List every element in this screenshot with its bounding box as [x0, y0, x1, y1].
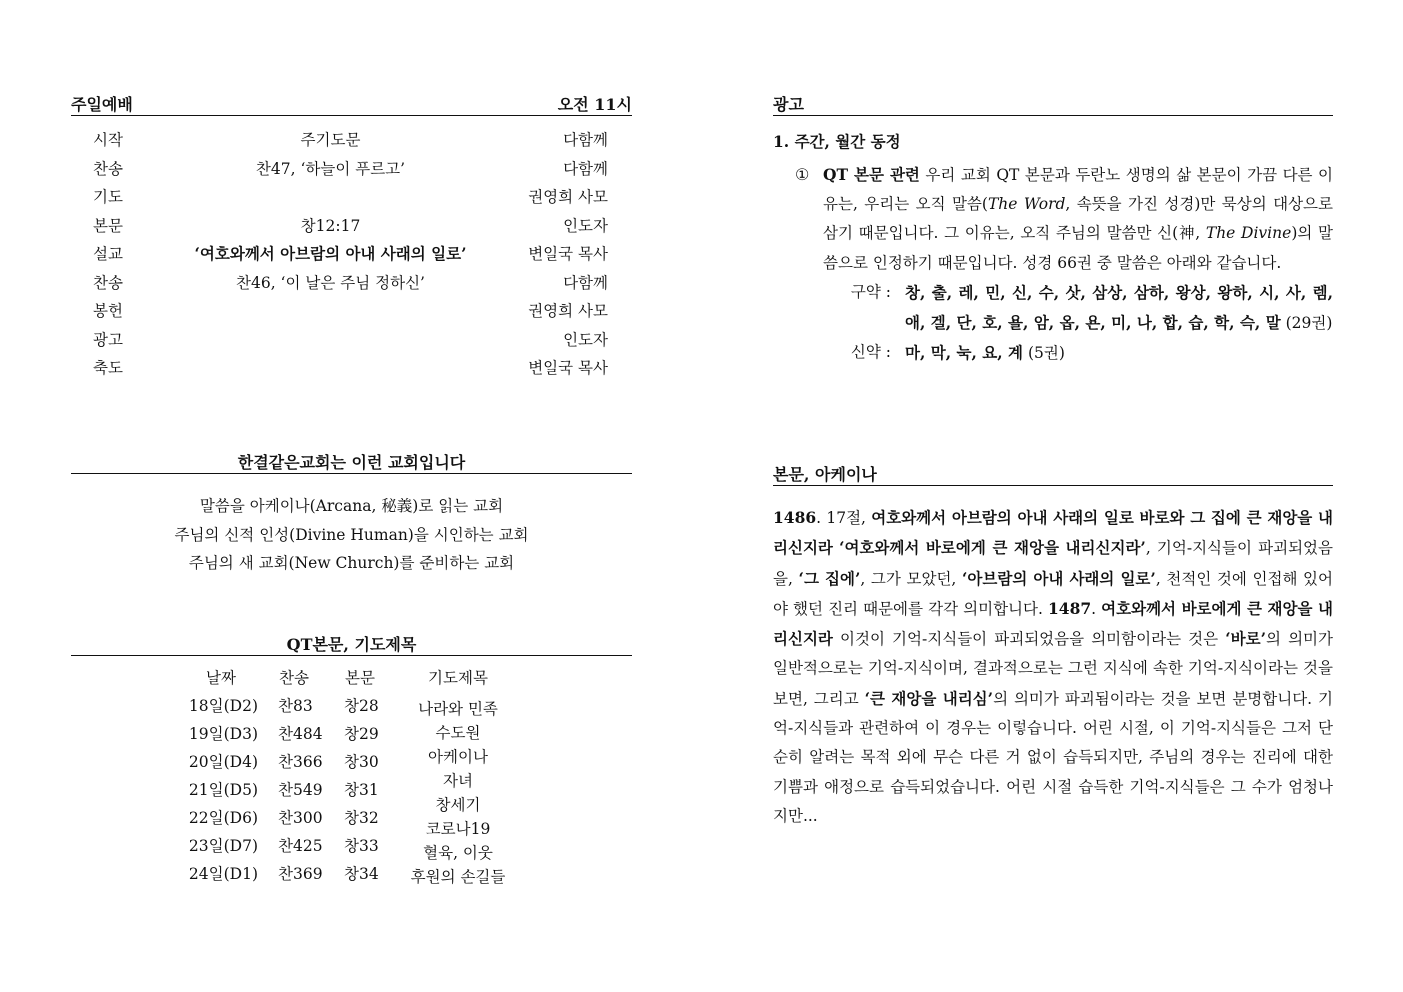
old-testament-list — [905, 278, 1333, 338]
order-item: 기도 — [93, 188, 123, 206]
qt-prayer-cell: 나라와 민족 — [418, 700, 498, 718]
ads-item-text — [823, 160, 1333, 278]
qt-date-cell: 18일(D2) — [188, 697, 258, 715]
quoted-phrase: ‘큰 재앙을 내리심’ — [864, 688, 994, 708]
order-content: 찬46, ‘이 날은 주님 정하신’ — [236, 273, 425, 292]
ads-item-divine: The Divine — [1205, 224, 1292, 243]
qt-text-cell: 창30 — [344, 753, 379, 771]
qt-text-cell: 창33 — [344, 837, 379, 855]
identity-line: 말씀을 아케이나(Arcana, 秘義)로 읽는 교회 — [199, 497, 504, 515]
qt-prayer-cell: 후원의 손길들 — [410, 868, 506, 886]
service-time: 오전 11시 — [557, 95, 632, 114]
order-content: 창12:17 — [300, 216, 361, 235]
text-span: , 기억-지식들이 파괴되었음을, — [773, 539, 1333, 588]
qt-text-cell: 창34 — [344, 865, 379, 883]
qt-hymn-cell: 찬369 — [278, 865, 323, 883]
quoted-phrase: ‘바로’ — [1225, 629, 1266, 649]
qt-date-cell: 20일(D4) — [188, 753, 258, 771]
ads-title: 광고 — [773, 95, 804, 114]
text-span: 이것이 기억-지식들이 파괴되었음을 의미함이라는 것은 — [832, 630, 1226, 649]
new-testament-label: 신약 : — [850, 343, 891, 362]
order-leader: 권영희 사모 — [528, 302, 608, 320]
left-column — [71, 92, 632, 886]
identity-line: 주님의 새 교회(New Church)를 준비하는 교회 — [188, 554, 515, 572]
order-row — [71, 212, 632, 241]
paragraph-number: 1487 — [1048, 598, 1092, 618]
qt-text-cell: 창28 — [344, 697, 379, 715]
church-identity-section — [71, 450, 632, 578]
qt-header-cell: 날짜 — [206, 669, 236, 687]
service-order — [71, 126, 632, 383]
qt-prayer-cell: 아케이나 — [428, 748, 488, 766]
arcana-text — [773, 503, 1333, 831]
service-header — [71, 92, 632, 116]
qt-prayer-cell: 창세기 — [435, 796, 481, 814]
identity-header — [71, 450, 632, 474]
arcana-title: 본문, 아케이나 — [773, 465, 877, 484]
verse-text: 여호와께서 아브람의 아내 사래의 일로 바로와 그 집에 큰 재앙을 내리신지라 — [773, 508, 1333, 558]
qt-table — [71, 664, 632, 904]
order-content: 주기도문 — [300, 131, 361, 149]
order-leader: 다함께 — [563, 131, 608, 149]
service-title: 주일예배 — [71, 95, 133, 114]
qt-hymn-cell: 찬300 — [278, 809, 323, 827]
text-span: , 천적인 것에 인접해 있어야 했던 진리 때문에를 각각 의미합니다. — [773, 569, 1334, 618]
order-row — [71, 126, 632, 155]
qt-date-cell: 22일(D6) — [188, 809, 258, 827]
new-testament-row — [773, 338, 1333, 368]
qt-date-cell: 24일(D1) — [188, 865, 258, 883]
old-testament-row — [773, 278, 1333, 338]
order-row — [71, 297, 632, 326]
old-testament-books: 창, 출, 레, 민, 신, 수, 삿, 삼상, 삼하, 왕상, 왕하, 시, 사, 렘, 애, 겔, 단, 호, 욜, 암, 옵, 욘, 미, 나, 합, 습, 학, 슥, 말 — [905, 282, 1333, 333]
text-span: . — [1091, 599, 1102, 618]
identity-title: 한결같은교회는 이런 교회입니다 — [237, 453, 466, 472]
text-span: , 그가 모았던, — [860, 569, 962, 588]
text-span: . 17절, — [816, 509, 872, 527]
qt-header-cell: 찬송 — [279, 669, 309, 687]
order-leader: 권영희 사모 — [528, 188, 608, 206]
order-row — [71, 269, 632, 298]
qt-hymn-cell: 찬366 — [278, 753, 323, 771]
qt-prayer-cell: 자녀 — [443, 772, 473, 790]
ads-item-text-2: , 속뜻을 가진 성경)만 묵상의 대상으로 삼기 때문입니다. 그 이유는, 오직 주님의 말씀만 신(神, — [823, 195, 1333, 243]
ads-header — [773, 92, 1333, 116]
qt-header — [71, 632, 632, 656]
identity-lines — [71, 492, 632, 578]
ads-item — [773, 160, 1333, 278]
ads-item-title: QT 본문 관련 — [823, 165, 920, 184]
qt-header-cell: 본문 — [345, 669, 375, 687]
order-content: 찬47, ‘하늘이 푸르고’ — [255, 159, 406, 178]
ads-item-text-3: )의 말씀으로 인정하기 때문입니다. 성경 66권 중 말씀은 아래와 같습니다. — [823, 224, 1333, 272]
bible-books — [773, 278, 1333, 369]
ads-item-word: The Word — [987, 195, 1066, 214]
old-testament-count: (29권) — [1280, 314, 1333, 333]
qt-date-cell: 19일(D3) — [188, 725, 258, 743]
order-item: 설교 — [93, 245, 123, 263]
order-content — [173, 183, 488, 212]
paragraph-number: 1486 — [773, 508, 817, 527]
arcana-section — [773, 462, 1333, 831]
quoted-phrase: ‘아브람의 아내 사래의 일로’ — [962, 568, 1156, 588]
order-item: 봉헌 — [93, 302, 123, 320]
quoted-phrase: ‘그 집에’ — [798, 568, 861, 588]
order-content — [173, 354, 488, 383]
order-item: 시작 — [93, 131, 123, 149]
qt-title: QT본문, 기도제목 — [286, 635, 417, 654]
new-testament-count: (5권) — [1023, 344, 1065, 363]
qt-date-cell: 21일(D5) — [188, 781, 258, 799]
qt-hymn-cell: 찬83 — [278, 697, 313, 715]
verse-text: 여호와께서 바로에게 큰 재앙을 내리신지라 — [773, 598, 1333, 649]
order-content — [173, 297, 488, 326]
qt-prayer-cell: 혈육, 이웃 — [423, 844, 493, 862]
qt-text-cell: 창32 — [344, 809, 379, 827]
order-row — [71, 354, 632, 383]
ads-heading: 1. 주간, 월간 동정 — [773, 132, 901, 151]
order-item: 본문 — [93, 216, 123, 235]
order-leader: 다함께 — [563, 159, 608, 178]
qt-hymn-cell: 찬484 — [278, 725, 323, 743]
qt-prayer-cell: 수도원 — [435, 724, 481, 742]
order-leader: 변일국 목사 — [528, 359, 608, 377]
order-leader: 인도자 — [563, 216, 608, 235]
order-leader: 변일국 목사 — [528, 245, 608, 263]
order-content: ‘여호와께서 아브람의 아내 사래의 일로’ — [194, 244, 467, 263]
text-span: 의 의미가 파괴됨이라는 것을 보면 분명합니다. 기억-지식들과 관련하여 이 경우는 이렇습니다. 어린 시절, 이 기억-지식들은 그저 단순히 알려는 목적 외에 무슨 다른 거 없이 습득되지만, 주님의 경우는 진리에 대한 기쁨과 애정으로 습득되었습니다. 어린 시절 습득한 기억-지식들은 그 수가 엄청나지만... — [773, 689, 1334, 825]
qt-hymn-cell: 찬425 — [278, 837, 323, 855]
order-leader: 다함께 — [563, 273, 608, 292]
qt-prayer-cell: 코로나19 — [425, 820, 491, 838]
qt-date-cell: 23일(D7) — [188, 837, 258, 855]
right-column — [773, 92, 1334, 825]
order-item: 광고 — [93, 330, 123, 349]
qt-text-cell: 창29 — [344, 725, 379, 743]
text-span: 의 의미가 일반적으로는 기억-지식이며, 결과적으로는 그런 지식에 속한 기억-지식이라는 것을 보면, 그리고 — [773, 630, 1333, 708]
order-item: 찬송 — [93, 273, 123, 292]
qt-hymn-cell: 찬549 — [278, 781, 323, 799]
order-leader: 인도자 — [563, 330, 608, 349]
order-item: 축도 — [93, 359, 123, 377]
quoted-phrase: ‘여호와께서 바로에게 큰 재앙을 내리신지라’ — [839, 538, 1146, 558]
qt-text-cell: 창31 — [344, 781, 379, 799]
identity-line: 주님의 신적 인성(Divine Human)을 시인하는 교회 — [174, 525, 529, 544]
order-row — [71, 155, 632, 184]
order-item: 찬송 — [93, 159, 123, 178]
order-row — [71, 183, 632, 212]
new-testament-books: 마, 막, 눅, 요, 계 — [905, 343, 1024, 363]
new-testament-list — [905, 338, 1333, 368]
order-row — [71, 240, 632, 269]
order-row — [71, 326, 632, 355]
ads-item-text-1: 우리 교회 QT 본문과 두란노 생명의 삶 본문이 가끔 다른 이유는, 우리는 오직 말씀( — [823, 166, 1333, 214]
order-content — [173, 326, 488, 355]
ads-section — [773, 128, 1333, 368]
circled-one-mark: ① — [795, 165, 810, 184]
qt-header-cell: 기도제목 — [428, 669, 488, 687]
arcana-header — [773, 462, 1333, 486]
old-testament-label: 구약 : — [850, 282, 891, 301]
qt-section — [71, 632, 632, 904]
